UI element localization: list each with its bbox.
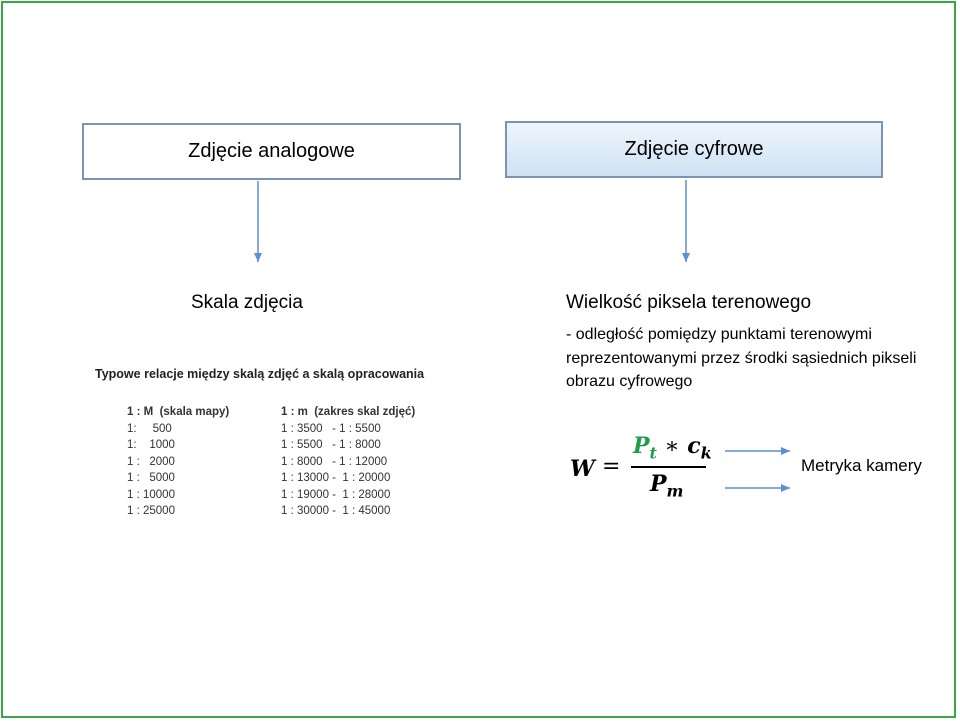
gsd-desc-line: obrazu cyfrowego <box>566 373 693 390</box>
analog-photo-box <box>82 123 461 180</box>
photo-scale-header: 1 : m (zakres skal zdjęć) <box>281 406 416 418</box>
gsd-description <box>566 323 951 394</box>
map-scale-cell: 1 : 5000 <box>127 472 175 485</box>
photo-scale-cell: 1 : 5500 - 1 : 8000 <box>281 439 381 452</box>
digital-photo-box <box>505 121 883 178</box>
formula-ck-sub: k <box>700 443 712 463</box>
scale-table-title: Typowe relacje między skalą zdjęć a skalą opracowania <box>95 367 425 381</box>
formula-pt: P <box>633 433 650 459</box>
formula-multiply: ∗ <box>664 434 680 459</box>
map-scale-cell: 1: 1000 <box>127 439 175 452</box>
analog-photo-label: Zdjęcie analogowe <box>188 140 355 162</box>
formula-equals: = <box>602 454 621 479</box>
map-scale-column <box>127 404 229 519</box>
photo-scale-cell: 1 : 8000 - 1 : 12000 <box>281 455 388 468</box>
photo-scale-cell: 1 : 30000 - 1 : 45000 <box>281 504 391 517</box>
formula-numerator <box>633 433 712 462</box>
scale-label: Skala zdjęcia <box>191 292 303 313</box>
photo-scale-cell: 1 : 3500 - 1 : 5500 <box>281 423 381 435</box>
formula-pm-sub: m <box>666 481 684 501</box>
map-scale-header: 1 : M (skala mapy) <box>127 406 230 418</box>
formula-pt-sub: t <box>649 443 657 463</box>
formula-fraction-bar <box>631 466 706 468</box>
gsd-desc-line: reprezentowanymi przez środki sąsiednich pikseli <box>566 349 917 367</box>
formula-denominator <box>650 471 683 500</box>
digital-photo-label: Zdjęcie cyfrowe <box>624 138 764 160</box>
photo-scale-column <box>281 404 415 519</box>
gsd-desc-line: - odległość pomiędzy punktami terenowymi <box>566 326 872 343</box>
map-scale-cell: 1 : 2000 <box>127 455 175 468</box>
gsd-title: Wielkość piksela terenowego <box>566 292 812 313</box>
map-scale-cell: 1: 500 <box>127 423 172 435</box>
map-scale-cell: 1 : 25000 <box>127 504 175 517</box>
photo-scale-cell: 1 : 19000 - 1 : 28000 <box>281 488 391 501</box>
camera-metadata-label: Metryka kamery <box>801 456 922 475</box>
formula-ck: c <box>687 433 701 459</box>
map-scale-cell: 1 : 10000 <box>127 488 175 501</box>
photo-scale-cell: 1 : 13000 - 1 : 20000 <box>281 472 391 485</box>
formula-lhs: W <box>570 456 595 482</box>
formula-pm: P <box>650 471 667 497</box>
